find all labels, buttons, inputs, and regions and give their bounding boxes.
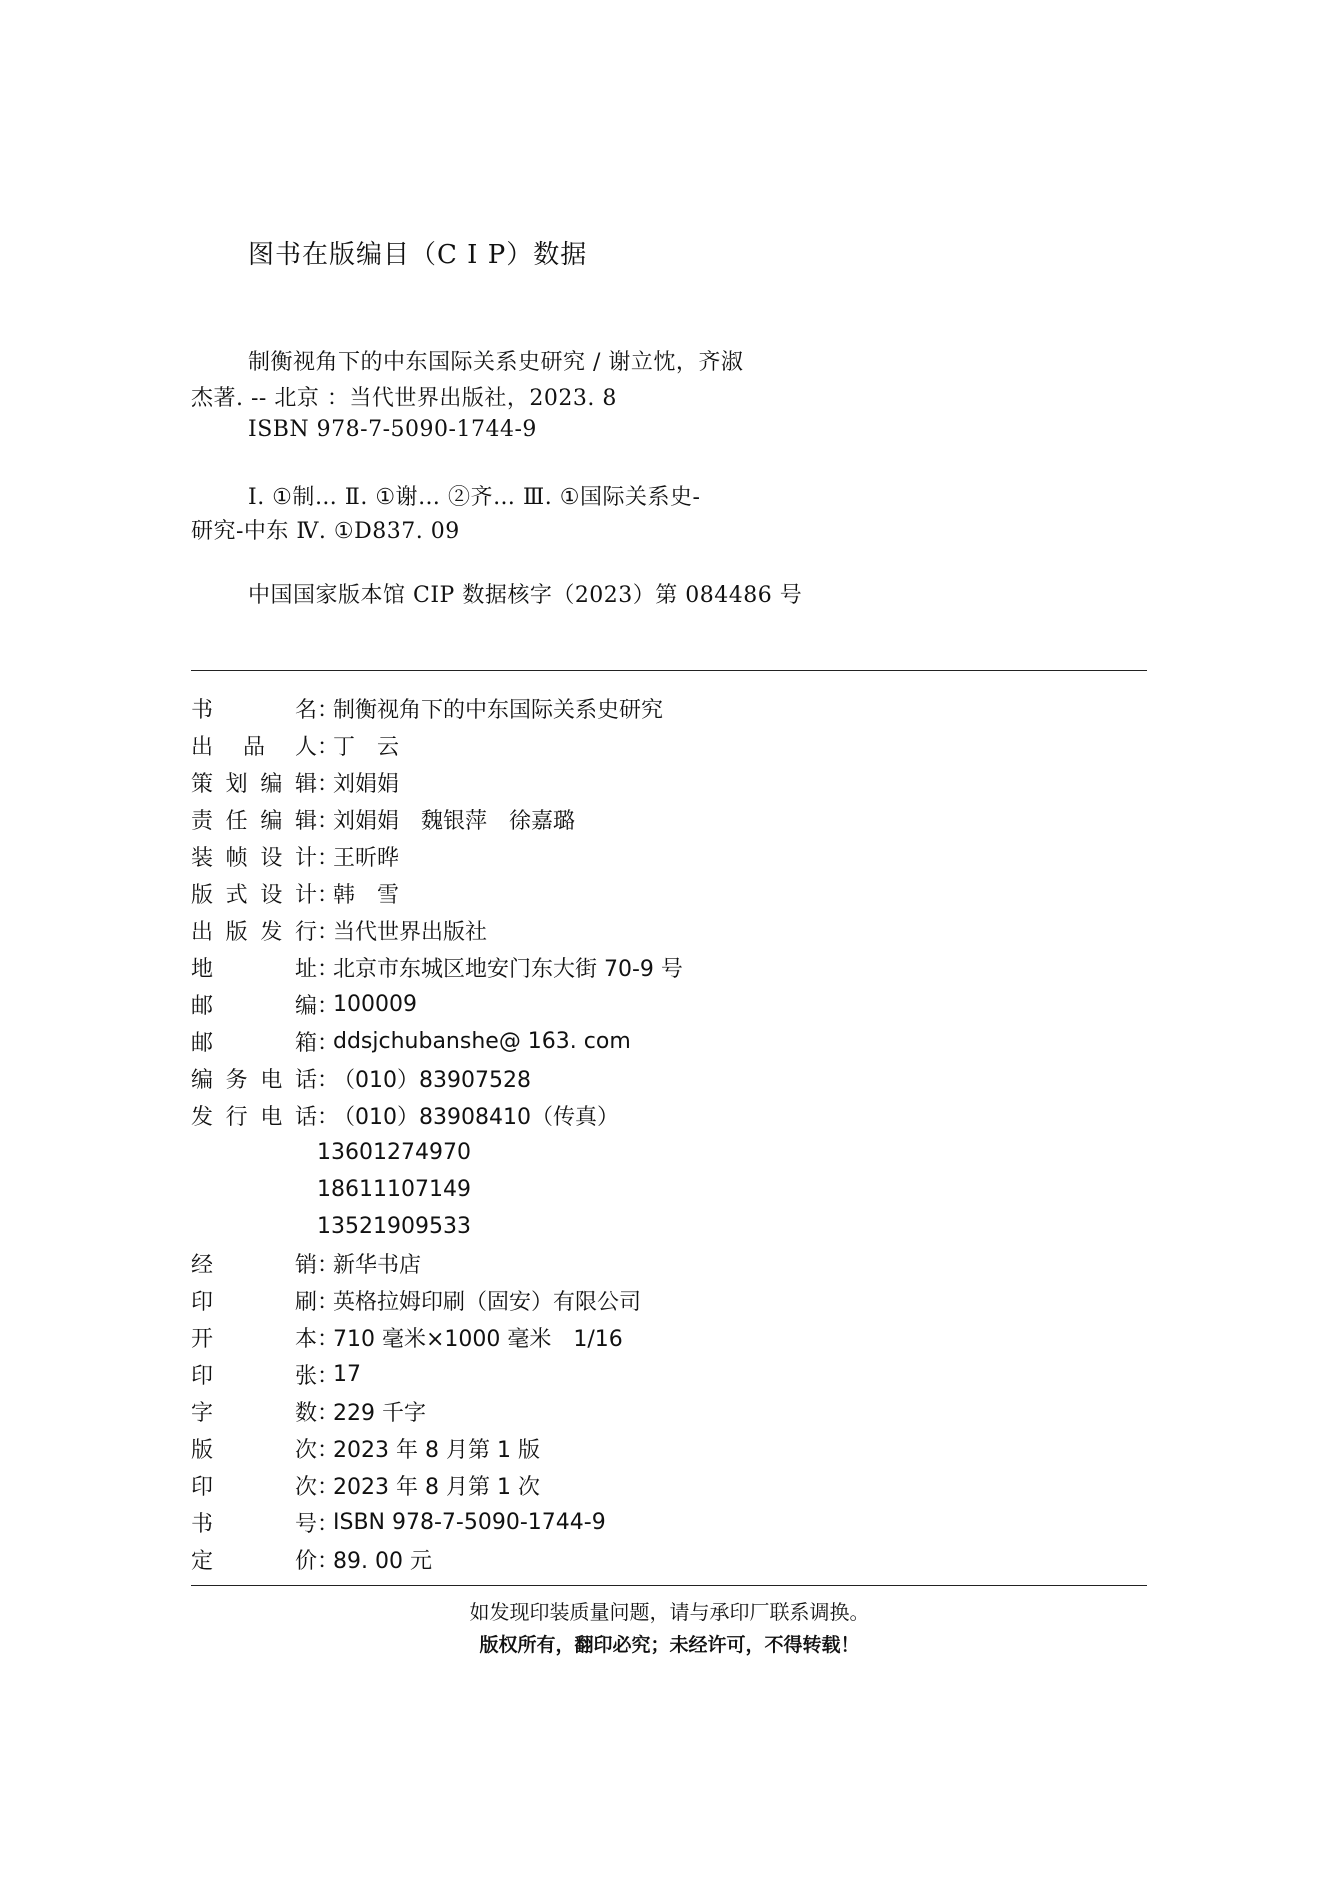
info-value: 丁 云 — [333, 734, 400, 760]
info-label: 编务电话 — [191, 1067, 317, 1093]
info-row-sheets: 印张 ： 17 — [191, 1358, 361, 1390]
info-label: 定价 — [191, 1548, 317, 1574]
cip-classification-line-2: 研究-中东 Ⅳ. ①D837. 09 — [191, 519, 460, 544]
cip-title: 图书在版编目（C I P）数据 — [248, 240, 588, 270]
info-value: ISBN 978-7-5090-1744-9 — [333, 1509, 606, 1535]
info-value: 北京市东城区地安门东大街 70-9 号 — [333, 956, 683, 982]
info-label: 开本 — [191, 1326, 317, 1352]
info-label: 印刷 — [191, 1289, 317, 1315]
cip-classification-line-1: Ⅰ. ①制… Ⅱ. ①谢… ②齐… Ⅲ. ①国际关系史- — [248, 485, 701, 510]
cip-record-line-1: 制衡视角下的中东国际关系史研究 / 谢立忱，齐淑 — [248, 350, 744, 375]
info-row-title: 书名 ： 制衡视角下的中东国际关系史研究 — [191, 692, 663, 724]
info-value: 710 毫米×1000 毫米 1/16 — [333, 1326, 623, 1352]
info-value: 新华书店 — [333, 1252, 422, 1278]
info-row-edition: 版次 ： 2023 年 8 月第 1 版 — [191, 1432, 540, 1464]
info-value: 英格拉姆印刷（固安）有限公司 — [333, 1289, 642, 1315]
info-value: 2023 年 8 月第 1 版 — [333, 1437, 540, 1463]
extra-phone: 18611107149 — [317, 1177, 471, 1202]
cip-approval-line: 中国国家版本馆 CIP 数据核字（2023）第 084486 号 — [248, 583, 803, 608]
info-value: （010）83907528 — [333, 1067, 531, 1093]
info-value: （010）83908410（传真） — [333, 1104, 619, 1130]
cip-record-line-2: 杰著. -- 北京 ：当代世界出版社，2023. 8 — [191, 386, 617, 411]
info-row-printer: 印刷 ： 英格拉姆印刷（固安）有限公司 — [191, 1284, 641, 1316]
info-row-distribution-phone: 发行电话 ： （010）83908410（传真） — [191, 1099, 619, 1131]
info-label: 地址 — [191, 956, 317, 982]
cip-isbn-line: ISBN 978-7-5090-1744-9 — [248, 417, 537, 442]
info-row-format: 开本 ： 710 毫米×1000 毫米 1/16 — [191, 1321, 623, 1353]
copyright-notice: 版权所有，翻印必究；未经许可，不得转载！ — [479, 1634, 860, 1656]
info-label: 印次 — [191, 1474, 317, 1500]
info-row-price: 定价 ： 89. 00 元 — [191, 1543, 432, 1575]
quality-note: 如发现印装质量问题，请与承印厂联系调换。 — [469, 1600, 870, 1624]
info-label: 出版发行 — [191, 919, 317, 945]
info-value: 刘娟娟 — [333, 771, 400, 797]
info-row-layout-design: 版式设计 ： 韩 雪 — [191, 877, 399, 909]
info-row-impression: 印次 ： 2023 年 8 月第 1 次 — [191, 1469, 540, 1501]
info-value: 2023 年 8 月第 1 次 — [333, 1474, 540, 1500]
info-label: 装帧设计 — [191, 845, 317, 871]
info-row-publisher: 出版发行 ： 当代世界出版社 — [191, 914, 487, 946]
info-value: 229 千字 — [333, 1400, 426, 1426]
info-label: 责任编辑 — [191, 808, 317, 834]
info-row-producer: 出品人 ： 丁 云 — [191, 729, 399, 761]
info-value: 王昕晔 — [333, 845, 400, 871]
info-label: 书名 — [191, 697, 317, 723]
info-row-email: 邮箱 ： ddsjchubanshe@ 163. com — [191, 1025, 631, 1057]
info-value: 韩 雪 — [333, 882, 400, 908]
info-row-responsible-editor: 责任编辑 ： 刘娟娟 魏银萍 徐嘉璐 — [191, 803, 575, 835]
info-label: 版次 — [191, 1437, 317, 1463]
info-row-address: 地址 ： 北京市东城区地安门东大街 70-9 号 — [191, 951, 683, 983]
info-value: 17 — [333, 1361, 361, 1387]
info-value: 刘娟娟 魏银萍 徐嘉璐 — [333, 808, 576, 834]
info-value: ddsjchubanshe@ 163. com — [333, 1028, 631, 1054]
info-row-book-number: 书号 ： ISBN 978-7-5090-1744-9 — [191, 1506, 606, 1538]
info-label: 印张 — [191, 1363, 317, 1389]
info-label: 书号 — [191, 1511, 317, 1537]
info-row-postcode: 邮编 ： 100009 — [191, 988, 417, 1020]
info-row-planning-editor: 策划编辑 ： 刘娟娟 — [191, 766, 399, 798]
info-label: 邮箱 — [191, 1030, 317, 1056]
info-value: 制衡视角下的中东国际关系史研究 — [333, 697, 664, 723]
info-label: 字数 — [191, 1400, 317, 1426]
info-label: 邮编 — [191, 993, 317, 1019]
info-label: 版式设计 — [191, 882, 317, 908]
info-row-distributor: 经销 ： 新华书店 — [191, 1247, 421, 1279]
info-row-binding-design: 装帧设计 ： 王昕晔 — [191, 840, 399, 872]
top-divider — [191, 670, 1147, 671]
info-value: 当代世界出版社 — [333, 919, 488, 945]
info-value: 89. 00 元 — [333, 1548, 432, 1574]
info-value: 100009 — [333, 991, 417, 1017]
info-label: 经销 — [191, 1252, 317, 1278]
info-label: 策划编辑 — [191, 771, 317, 797]
info-label: 发行电话 — [191, 1104, 317, 1130]
info-label: 出品人 — [191, 734, 317, 760]
info-row-editorial-phone: 编务电话 ： （010）83907528 — [191, 1062, 531, 1094]
extra-phone: 13521909533 — [317, 1214, 471, 1239]
bottom-divider — [191, 1585, 1147, 1586]
info-row-word-count: 字数 ： 229 千字 — [191, 1395, 426, 1427]
extra-phone: 13601274970 — [317, 1140, 471, 1165]
